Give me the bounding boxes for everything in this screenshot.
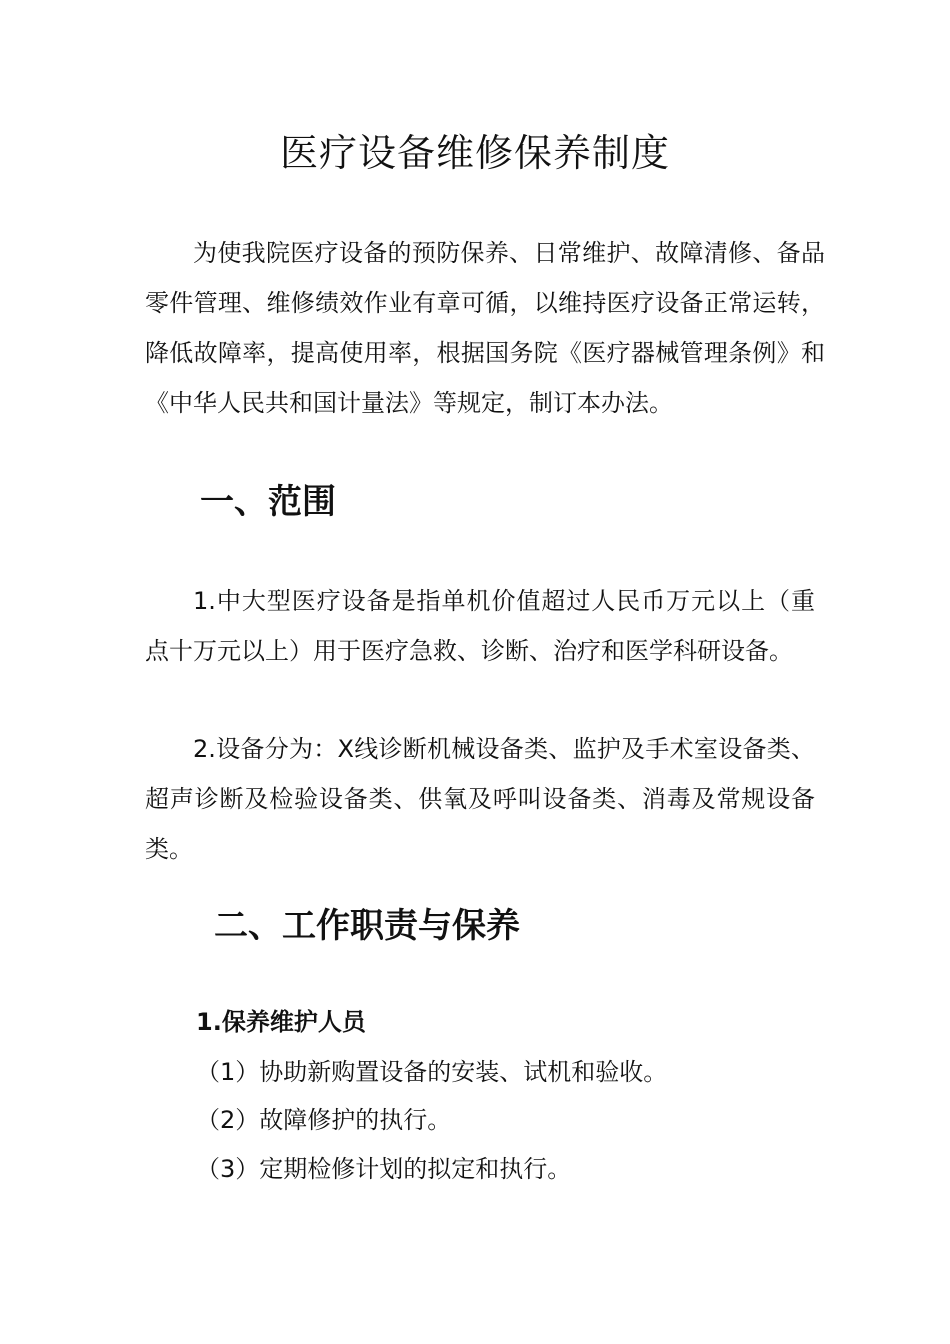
document-title: 医疗设备维修保养制度 [279, 131, 670, 175]
subheading-maintenance-staff: 1.保养维护人员 [196, 1008, 366, 1036]
list-item: （2）故障修护的执行。 [196, 1106, 452, 1134]
scope-paragraph-1: 1.中大型医疗设备是指单机价值超过人民币万元以上（重点十万元以上）用于医疗急救、诊断、治疗和医学科研设备。 [145, 587, 815, 665]
list-item: （3）定期检修计划的拟定和执行。 [196, 1155, 572, 1183]
list-item: （1）协助新购置设备的安装、试机和验收。 [196, 1058, 668, 1086]
section-heading-scope: 一、范围 [200, 482, 336, 522]
intro-paragraph: 为使我院医疗设备的预防保养、日常维护、故障清修、备品零件管理、维修绩效作业有章可循，以维持医疗设备正常运转，降低故障率，提高使用率，根据国务院《医疗器械管理条例》和《中华人民共和国计量法》等规定，制订本办法。 [145, 239, 825, 417]
scope-paragraph-2: 2.设备分为：X线诊断机械设备类、监护及手术室设备类、超声诊断及检验设备类、供氧及呼叫设备类、消毒及常规设备类。 [145, 735, 815, 863]
section-heading-duties: 二、工作职责与保养 [214, 906, 520, 946]
